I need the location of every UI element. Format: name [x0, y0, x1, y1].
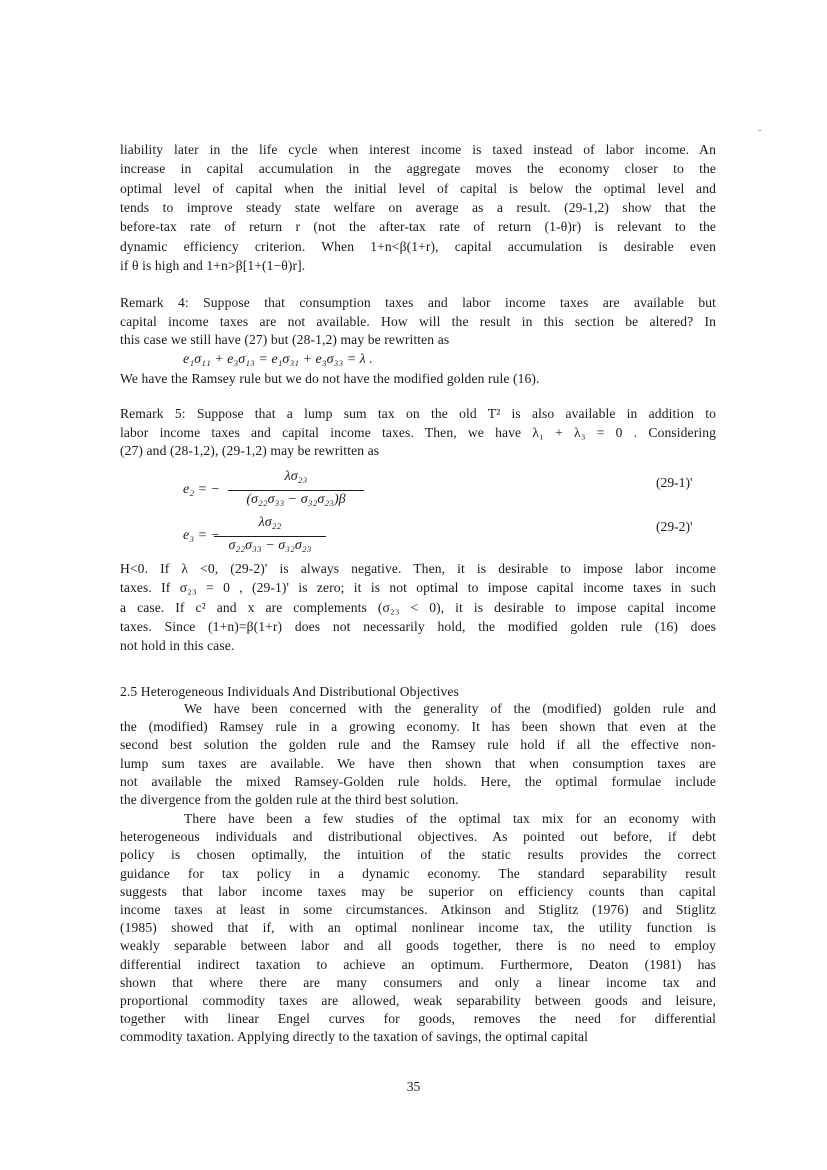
- text-line: taxes. If σ₂₃ = 0 , (29-1)' is zero; it is not optimal to impose capital income taxes in such: [120, 580, 716, 596]
- text-line: proportional commodity taxes are allowed, weak separability between goods and leisure,: [120, 993, 716, 1008]
- equation-label: (29-1)': [656, 475, 693, 490]
- text-line: capital income taxes are not available. How will the result in this section be altered? In: [120, 313, 716, 329]
- text-line: tends to improve steady state welfare on average as a result. (29-1,2) show that the: [120, 199, 716, 215]
- text-line: We have the Ramsey rule but we do not have the modified golden rule (16).: [120, 371, 540, 386]
- page-number: 35: [406, 1079, 421, 1094]
- text-line: optimal level of capital when the initial level of capital is below the optimal level and: [120, 180, 716, 196]
- text-line: increase in capital accumulation in the aggregate moves the economy closer to the: [120, 161, 716, 177]
- equation-denominator: σ₂₂σ₃₃ − σ₃₂σ₂₃: [228, 538, 312, 553]
- text-line: this case we still have (27) but (28-1,2) may be rewritten as: [120, 332, 450, 347]
- fraction-bar: [228, 490, 364, 491]
- text-line: not hold in this case.: [120, 638, 235, 654]
- text-line: Remark 5: Suppose that a lump sum tax on the old T² is also available in addition to: [120, 406, 716, 421]
- text-line: (1985) showed that if, with an optimal nonlinear income tax, the utility function is: [120, 920, 716, 936]
- text-line: before-tax rate of return r (not the after-tax rate of return (1-θ)r) is relevant to the: [120, 219, 716, 235]
- text-line: lump sum taxes are available. We have then shown that when consumption taxes are: [120, 755, 716, 771]
- text-line: policy is chosen optimally, the intuition of the static results provides the correct: [120, 847, 716, 863]
- equation-numerator: λσ₂₂: [258, 515, 282, 530]
- text-line: shown that where there are many consumers and only a linear income tax and: [120, 974, 716, 990]
- text-line: (27) and (28-1,2), (29-1,2) may be rewritten as: [120, 443, 380, 458]
- text-line: liability later in the life cycle when interest income is taxed instead of labor income. An: [120, 142, 716, 157]
- text-line: together with linear Engel curves for goods, removes the need for differential: [120, 1011, 716, 1027]
- text-line: commodity taxation. Applying directly to the taxation of savings, the optimal capital: [120, 1029, 588, 1045]
- equation-numerator: λσ₂₃: [284, 469, 308, 484]
- text-line: dynamic efficiency criterion. When 1+n<β(1+r), capital accumulation is desirable even: [120, 238, 716, 254]
- equation-lhs: e₃ = −: [183, 528, 220, 543]
- text-line: income taxes at least in some circumstances. Atkinson and Stiglitz (1976) and Stiglitz: [120, 902, 716, 917]
- text-line: a case. If c² and x are complements (σ₂₃ < 0), it is desirable to impose capital income: [120, 599, 716, 615]
- text-line: suggests that labor income taxes may be superior on efficiency counts than capital: [120, 883, 716, 899]
- text-line: the (modified) Ramsey rule in a growing economy. It has been shown that even at the: [120, 719, 716, 735]
- text-line: labor income taxes and capital income taxes. Then, we have λ₁ + λ₃ = 0 . Considering: [120, 424, 716, 440]
- text-line: taxes. Since (1+n)=β(1+r) does not necessarily hold, the modified golden rule (16) does: [120, 618, 716, 634]
- text-line: if θ is high and 1+n>β[1+(1−θ)r].: [120, 257, 306, 273]
- text-line: weakly separable between labor and all goods together, there is no need to employ: [120, 938, 716, 954]
- text-line: second best solution the golden rule and the Ramsey rule hold if all the effective non-: [120, 737, 716, 753]
- text-line: the divergence from the golden rule at the third best solution.: [120, 792, 459, 807]
- scan-mark: -: [758, 124, 762, 136]
- equation-remark-4: e₁σ₁₁ + e₃σ₁₃ = e₁σ₃₁ + e₃σ₃₃ = λ .: [183, 352, 373, 367]
- text-line: guidance for tax policy in a dynamic economy. The standard separability result: [120, 865, 716, 881]
- text-line: There have been a few studies of the optimal tax mix for an economy with: [184, 811, 716, 826]
- text-line: heterogeneous individuals and distributional objectives. As pointed out before, if debt: [120, 829, 716, 845]
- equation-denominator: (σ₂₂σ₃₃ − σ₃₂σ₂₃)β: [246, 492, 346, 507]
- section-heading: 2.5 Heterogeneous Individuals And Distributional Objectives: [120, 684, 459, 699]
- text-line: Remark 4: Suppose that consumption taxes and labor income taxes are available but: [120, 295, 716, 310]
- fraction-bar: [214, 536, 326, 537]
- text-line: differential indirect taxation to achieve an optimum. Furthermore, Deaton (1981) has: [120, 956, 716, 972]
- text-line: not available the mixed Ramsey-Golden rule holds. Here, the optimal formulae include: [120, 773, 716, 789]
- text-line: H<0. If λ <0, (29-2)' is always negative. Then, it is desirable to impose labor income: [120, 561, 716, 576]
- text-line: We have been concerned with the generality of the (modified) golden rule and: [184, 701, 716, 716]
- equation-lhs: e₂ = −: [183, 482, 220, 497]
- equation-label: (29-2)': [656, 519, 693, 534]
